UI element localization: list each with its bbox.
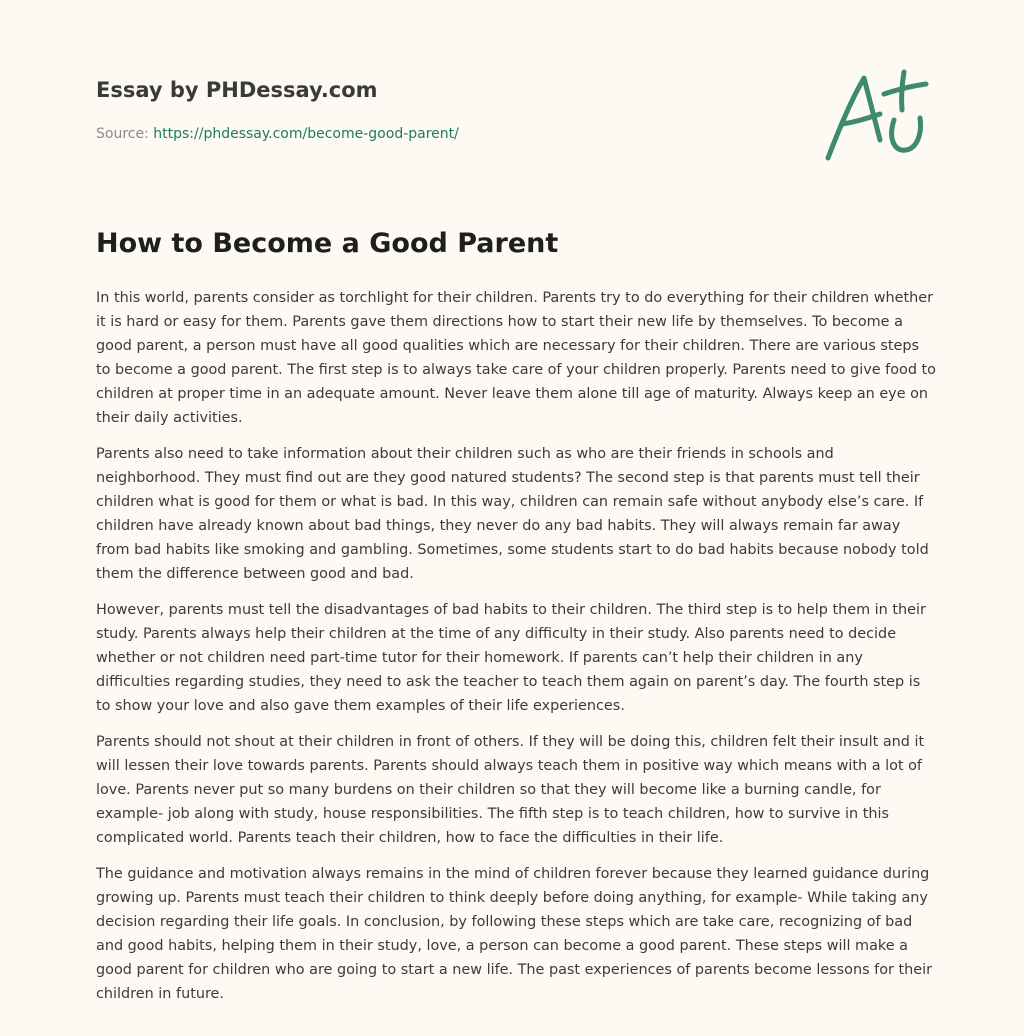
essay-paragraph: In this world, parents consider as torchlight for their children. Parents try to do everything for their children whether it is hard or easy for them. Parents gave them directions how to start their new life by themselves. To become a good parent, a person must have all good qualities which are necessary for their children. There are various steps to become a good parent. The first step is to always take care of your children properly. Parents need to give food to children at proper time in an adequate amount. Never leave them alone till age of maturity. Always keep an eye on their daily activities.: [96, 290, 936, 426]
source-line: [96, 124, 796, 144]
brand-title: Essay by PHDessay.com: [96, 78, 378, 102]
essay-paragraph: Parents also need to take information about their children such as who are their friends in schools and neighborhood. They must find out are they good natured students? The second step is that parents must tell their children what is good for them or what is bad. In this way, children can remain safe without anybody else’s care. If children have already known about bad things, they never do any bad habits. They will always remain far away from bad habits like smoking and gambling. Sometimes, some students start to do bad habits because nobody told them the difference between good and bad.: [96, 446, 929, 582]
source-link[interactable]: https://phdessay.com/become-good-parent/: [153, 126, 459, 142]
essay-paragraph: Parents should not shout at their children in front of others. If they will be doing this, children felt their insult and it will lessen their love towards parents. Parents should always teach them in positive way which means with a lot of love. Parents never put so many burdens on their children so that they will become like a burning candle, for example- job along with study, house responsibilities. The fifth step is to teach children, how to survive in this complicated world. Parents teach their children, how to face the difficulties in their life.: [96, 734, 925, 846]
document-header: [96, 72, 796, 144]
essay-body: [96, 286, 936, 1018]
essay-paragraph: The guidance and motivation always remains in the mind of children forever because they learned guidance during growing up. Parents must teach their children to think deeply before doing anything, for example- While taking any decision regarding their life goals. In conclusion, by following these steps which are take care, recognizing of bad and good habits, helping them in their study, love, a person can become a good parent. These steps will make a good parent for children who are going to start a new life. The past experiences of parents become lessons for their children in future.: [96, 866, 933, 1002]
essay-paragraph: However, parents must tell the disadvantages of bad habits to their children. The third step is to help them in their study. Parents always help their children at the time of any difficulty in their study. Also parents need to decide whether or not children need part-time tutor for their homework. If parents can’t help their children in any difficulties regarding studies, they need to ask the teacher to teach them again on parent’s day. The fourth step is to show your love and also gave them examples of their life experiences.: [96, 602, 926, 714]
source-label: Source:: [96, 126, 154, 142]
essay-title: How to Become a Good Parent: [96, 228, 559, 259]
a-plus-grade-icon: [818, 64, 936, 170]
